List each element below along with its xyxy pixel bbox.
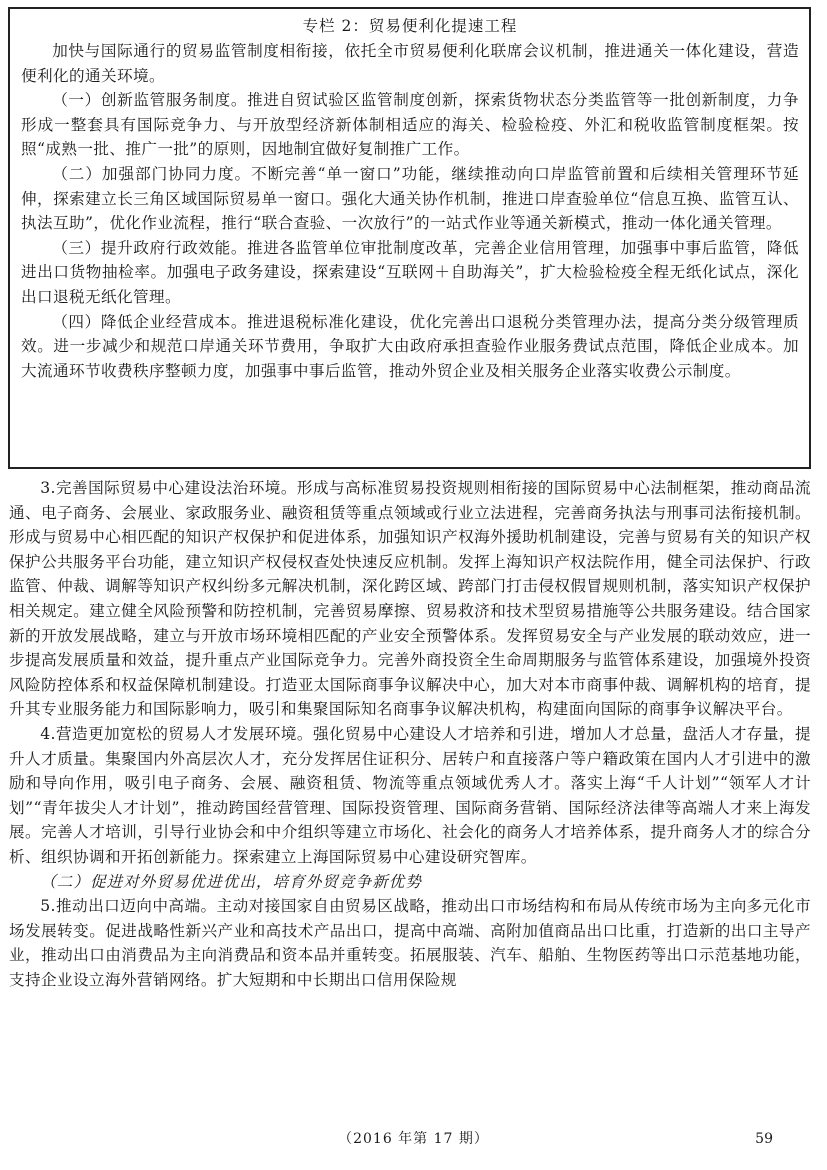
box-paragraph-3: （三）提升政府行政效能。推进各监管单位审批制度改革，完善企业信用管理，加强事中事后监管，降低进出口货物抽检率。加强电子政务建设，探索建设“互联网＋自助海关”，扩大检验检疫全程无纸化试点，深化出口退税无纸化管理。	[21, 238, 799, 306]
main-body-text	[9, 476, 811, 992]
box-intro-paragraph: 加快与国际通行的贸易监管制度相衔接，依托全市贸易便利化联席会议机制，推进通关一体化建设，营造便利化的通关环境。	[21, 42, 799, 85]
body-paragraph-5: 5.推动出口迈向中高端。主动对接国家自由贸易区战略，推动出口市场结构和布局从传统市场为主向多元化市场发展转变。促进战略性新兴产业和高技术产品出口，提高中高端、高附加值商品出口比重，打造新的出口主导产业，推动出口由消费品为主向消费品和资本品并重转变。拓展服装、汽车、船舶、生物医药等出口示范基地功能，支持企业设立海外营销网络。扩大短期和中长期出口信用保险规	[9, 897, 811, 989]
issue-label: （2016 年第 17 期）	[338, 1131, 489, 1147]
box-paragraph-1: （一）创新监管服务制度。推进自贸试验区监管制度创新，探索货物状态分类监管等一批创新制度，力争形成一整套具有国际竞争力、与开放型经济新体制相适应的海关、检验检疫、外汇和税收监管制度框架。按照“成熟一批、推广一批”的原则，因地制宜做好复制推广工作。	[21, 91, 799, 159]
body-paragraph-4: 4.营造更加宽松的贸易人才发展环境。强化贸易中心建设人才培养和引进，增加人才总量，盘活人才存量，提升人才质量。集聚国内外高层次人才，充分发挥居住证积分、居转户和直接落户等户籍政策在国内人才引进中的激励和导向作用，吸引电子商务、会展、融资租赁、物流等重点领域优秀人才。落实上海“千人计划”“领军人才计划”“青年拔尖人才计划”，推动跨国经营管理、国际投资管理、国际商务营销、国际经济法律等高端人才来上海发展。完善人才培训，引导行业协会和中介组织等建立市场化、社会化的商务人才培养体系，提升商务人才的综合分析、组织协调和开拓创新能力。探索建立上海国际贸易中心建设研究智库。	[9, 724, 811, 866]
page-number: 59	[755, 1131, 773, 1147]
box-title: 专栏 2：贸易便利化提速工程	[302, 17, 518, 35]
section-subheading: （二）促进对外贸易优进优出，培育外贸竞争新优势	[40, 872, 422, 891]
box-paragraph-2: （二）加强部门协同力度。不断完善“单一窗口”功能，继续推动向口岸监管前置和后续相关管理环节延伸，探索建立长三角区域国际贸易单一窗口。强化大通关协作机制，推进口岸查验单位“信息互换、监管互认、执法互助”，优化作业流程，推行“联合查验、一次放行”的一站式作业等通关新模式，推动一体化通关管理。	[21, 164, 799, 233]
box-paragraph-4: （四）降低企业经营成本。推进退税标准化建设，优化完善出口退税分类管理办法，提高分类分级管理质效。进一步减少和规范口岸通关环节费用，争取扩大由政府承担查验作业服务费试点范围，降低企业成本。加大流通环节收费秩序整顿力度，加强事中事后监管，推动外贸企业及相关服务企业落实收费公示制度。	[21, 312, 799, 380]
body-paragraph-3: 3.完善国际贸易中心建设法治环境。形成与高标准贸易投资规则相衔接的国际贸易中心法制框架，推动商品流通、电子商务、会展业、家政服务业、融资租赁等重点领域或行业立法进程，完善商务执法与刑事司法衔接机制。形成与贸易中心相匹配的知识产权保护和促进体系，加强知识产权海外援助机制建设，完善与贸易有关的知识产权保护公共服务平台功能，建立知识产权侵权查处快速反应机制。发挥上海知识产权法院作用，健全司法保护、行政监管、仲裁、调解等知识产权纠纷多元解决机制，深化跨区域、跨部门打击侵权假冒规则机制，落实知识产权保护相关规定。建立健全风险预警和防控机制，完善贸易摩擦、贸易救济和技术型贸易措施等公共服务建设。结合国家新的开放发展战略，建立与开放市场环境相匹配的产业安全预警体系。发挥贸易安全与产业发展的联动效应，进一步提高发展质量和效益，提升重点产业国际竞争力。完善外商投资全生命周期服务与监管体系建设，加强境外投资风险防控体系和权益保障机制建设。打造亚太国际商事争议解决中心，加大对本市商事仲裁、调解机构的培育，提升其专业服务能力和国际影响力，吸引和集聚国际知名商事争议解决机构，构建面向国际的商事争议解决平台。	[9, 479, 811, 719]
sidebar-box-trade-facilitation	[8, 7, 811, 469]
page-footer	[0, 1127, 827, 1151]
